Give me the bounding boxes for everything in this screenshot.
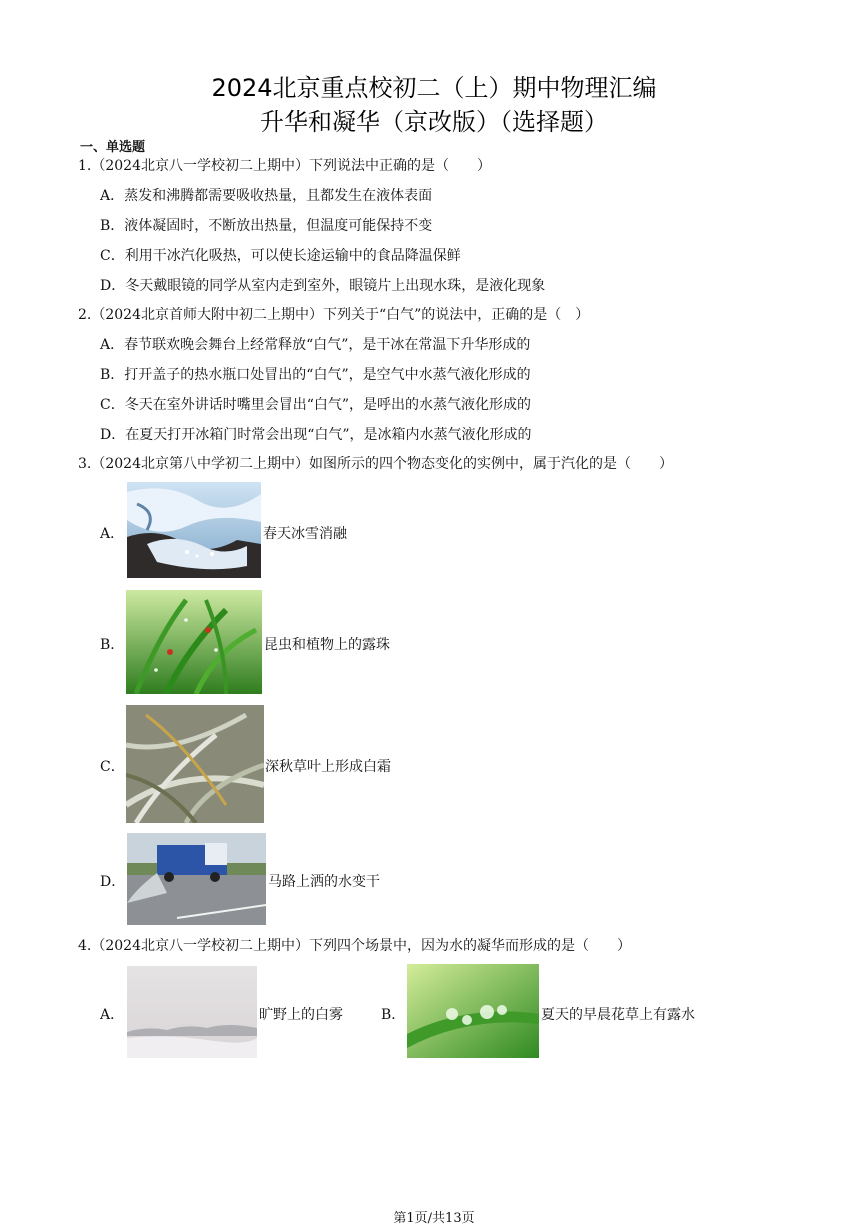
- question-3-stem: 3.（2024北京第八中学初二上期中）如图所示的四个物态变化的实例中，属于汽化的是（ ）: [78, 456, 673, 472]
- fog-photo-icon: [127, 966, 257, 1058]
- page-footer: 第1页/共13页: [393, 1211, 475, 1226]
- question-3-option-c-letter: C．: [100, 759, 125, 775]
- question-3-option-b-caption: 昆虫和植物上的露珠: [264, 637, 390, 653]
- page-title-line1: 2024北京重点校初二（上）期中物理汇编: [211, 74, 657, 102]
- question-2-option-b: B．打开盖子的热水瓶口处冒出的“白气”，是空气中水蒸气液化形成的: [100, 367, 531, 383]
- question-1-option-c: C．利用干冰汽化吸热，可以使长途运输中的食品降温保鲜: [100, 248, 461, 264]
- question-3-option-b-letter: B．: [100, 637, 125, 653]
- section-label: 一、单选题: [80, 140, 146, 155]
- ice-snow-photo-icon: [127, 482, 261, 578]
- dew-grass-photo-icon: [126, 590, 262, 694]
- question-2-option-a: A．春节联欢晚会舞台上经常释放“白气”，是干冰在常温下升华形成的: [100, 337, 531, 353]
- question-4-option-a-letter: A．: [100, 1007, 125, 1023]
- question-4-stem: 4.（2024北京八一学校初二上期中）下列四个场景中，因为水的凝华而形成的是（ ）: [78, 938, 631, 954]
- page-title-line2: 升华和凝华（京改版）（选择题）: [260, 108, 608, 136]
- sprinkler-truck-photo-icon: [127, 833, 266, 925]
- question-3-option-a-caption: 春天冰雪消融: [263, 526, 347, 542]
- question-4-option-b-caption: 夏天的早晨花草上有露水: [541, 1007, 695, 1023]
- question-3-option-d-letter: D．: [100, 874, 126, 890]
- question-2-option-d: D．在夏天打开冰箱门时常会出现“白气”，是冰箱内水蒸气液化形成的: [100, 427, 532, 443]
- dewdrops-leaf-photo-icon: [407, 964, 539, 1058]
- question-1-option-b: B．液体凝固时，不断放出热量，但温度可能保持不变: [100, 218, 433, 234]
- question-1-option-a: A．蒸发和沸腾都需要吸收热量，且都发生在液体表面: [100, 188, 433, 204]
- question-3-option-c-caption: 深秋草叶上形成白霜: [265, 759, 391, 775]
- question-1-stem: 1.（2024北京八一学校初二上期中）下列说法中正确的是（ ）: [78, 158, 491, 174]
- question-1-option-d: D．冬天戴眼镜的同学从室内走到室外，眼镜片上出现水珠，是液化现象: [100, 278, 546, 294]
- question-3-option-a-letter: A．: [100, 526, 125, 542]
- question-3-option-d-caption: 马路上洒的水变干: [268, 874, 380, 890]
- frost-grass-photo-icon: [126, 705, 264, 823]
- question-4-option-b-letter: B．: [381, 1007, 406, 1023]
- question-4-option-a-caption: 旷野上的白雾: [259, 1007, 343, 1023]
- question-2-stem: 2.（2024北京首师大附中初二上期中）下列关于“白气”的说法中，正确的是（ ）: [78, 307, 590, 323]
- question-2-option-c: C．冬天在室外讲话时嘴里会冒出“白气”，是呼出的水蒸气液化形成的: [100, 397, 532, 413]
